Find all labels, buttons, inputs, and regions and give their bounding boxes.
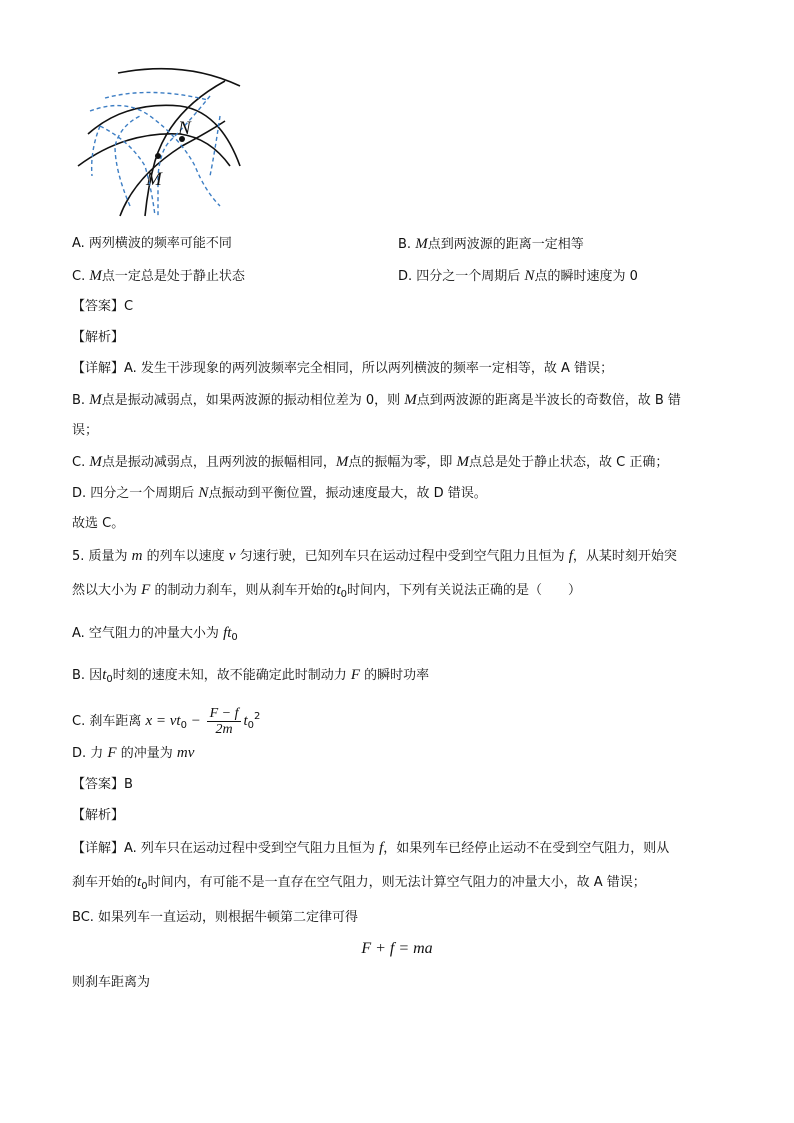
q4-conclusion: 故选 C。	[72, 516, 125, 531]
point-m: M	[335, 454, 349, 470]
solid-crest-arc	[78, 134, 230, 166]
point-m: M	[89, 268, 102, 284]
point-m: M	[89, 392, 102, 408]
q5-option-c	[72, 700, 260, 743]
point-m: M	[89, 454, 102, 470]
prefix: B.	[398, 237, 416, 252]
q4-detail-d	[72, 485, 487, 502]
dashed-trough-arc	[92, 126, 100, 176]
text: 点一定总是处于静止状态	[101, 269, 245, 284]
text: 刹车开始的	[72, 875, 138, 890]
text: 的瞬时功率	[360, 668, 430, 683]
subscript: 0	[340, 589, 347, 600]
text: 时刻的速度未知，故不能确定此时制动力	[112, 668, 351, 683]
text: C. 刹车距离	[72, 714, 146, 729]
q5-detail-a-line2	[72, 874, 646, 895]
text: 的冲量为	[116, 746, 177, 761]
q4-option-c	[72, 268, 245, 285]
q4-detail-b-line2: 误；	[72, 423, 99, 438]
var-m: m	[131, 548, 143, 564]
var-t: t	[102, 667, 107, 683]
q5-braking-distance: 则刹车距离为	[72, 975, 151, 990]
point-m: M	[456, 454, 469, 470]
text: 时间内，有可能不是一直存在空气阻力，则无法计算空气阻力的冲量大小，故 A 错误；	[147, 875, 646, 890]
q5-option-b	[72, 667, 429, 688]
text: 点的振幅为零，即	[348, 455, 457, 470]
point-m-dot	[155, 153, 161, 159]
dashed-trough-arc	[90, 106, 220, 206]
var-t: t	[137, 874, 142, 890]
subscript: 0	[247, 720, 255, 731]
subscript: 0	[231, 632, 238, 643]
solid-crest-arc	[88, 105, 240, 166]
point-n-label: N	[178, 118, 191, 139]
interference-figure	[70, 66, 245, 221]
q5-analysis-heading: 【解析】	[72, 808, 125, 823]
text: D. 四分之一个周期后	[72, 486, 199, 501]
q4-detail-c	[72, 454, 668, 471]
text: A. 空气阻力的冲量大小为	[72, 626, 224, 641]
q4-detail-a: 【详解】A. 发生干涉现象的两列波频率完全相同，所以两列横波的频率一定相等，故 A 错误；	[72, 361, 614, 376]
newton-equation: F + f = ma	[361, 940, 433, 957]
text: B.	[72, 393, 90, 408]
text: 点是振动减弱点，如果两波源的振动相位差为 0，则	[101, 393, 405, 408]
text: C.	[72, 455, 90, 470]
q5-stem-line2	[72, 582, 581, 603]
q5-detail-a-line1	[72, 840, 669, 857]
var-ft: ft	[223, 625, 232, 641]
fraction-denominator: 2m	[215, 722, 233, 737]
q5-detail-bc: BC. 如果列车一直运动，则根据牛顿第二定律可得	[72, 910, 359, 925]
q4-answer: 【答案】C	[72, 299, 134, 314]
text: 的列车以速度	[142, 549, 229, 564]
text: ，如果列车已经停止运动不在受到空气阻力，则从	[383, 841, 670, 856]
text: 5. 质量为	[72, 549, 132, 564]
text: B. 因	[72, 668, 103, 683]
q5-answer: 【答案】B	[72, 777, 133, 792]
var-mv: mv	[176, 745, 195, 761]
var-F: F	[141, 582, 151, 598]
fraction	[207, 706, 242, 737]
text: 点是振动减弱点，且两列波的振幅相同，	[101, 455, 336, 470]
var-v: v	[228, 548, 236, 564]
text: 时间内，下列有关说法正确的是（ ）	[347, 583, 582, 598]
q4-analysis-heading: 【解析】	[72, 330, 125, 345]
text: D. 四分之一个周期后	[398, 269, 525, 284]
point-m-label: M	[146, 169, 162, 190]
subscript: 0	[180, 720, 187, 731]
formula-lhs: x = vt	[145, 713, 181, 729]
text: 点总是处于静止状态，故 C 正确；	[469, 455, 669, 470]
text: 的制动力刹车，则从刹车开始的	[150, 583, 337, 598]
q5-stem-line1	[72, 548, 677, 565]
text: 点振动到平衡位置，振动速度最大，故 D 错误。	[208, 486, 487, 501]
var-t: t	[243, 713, 248, 729]
var-t: t	[336, 582, 341, 598]
point-n: N	[524, 268, 535, 284]
minus: −	[186, 713, 205, 729]
text: 【详解】A. 列车只在运动过程中受到空气阻力且恒为	[72, 841, 380, 856]
q5-option-a	[72, 625, 238, 646]
text: D. 力	[72, 746, 108, 761]
q4-detail-b-line1	[72, 392, 681, 409]
var-F: F	[350, 667, 361, 683]
fraction-numerator: F − f	[207, 706, 242, 722]
text: 点到两波源的距离是半波长的奇数倍，故 B 错	[416, 393, 681, 408]
point-m: M	[415, 236, 428, 252]
var-f: f	[568, 548, 573, 564]
text: 点的瞬时速度为 0	[534, 269, 638, 284]
point-m: M	[404, 392, 417, 408]
dashed-trough-arc	[105, 92, 208, 100]
text: 点到两波源的距离一定相等	[427, 237, 584, 252]
q4-option-d	[398, 268, 638, 285]
q5-option-d	[72, 745, 194, 762]
q4-option-a: A. 两列横波的频率可能不同	[72, 236, 232, 251]
text: ，从某时刻开始突	[572, 549, 677, 564]
prefix: C.	[72, 269, 90, 284]
point-n: N	[198, 485, 209, 501]
subscript: 0	[106, 674, 113, 685]
superscript: 2	[254, 711, 261, 722]
subscript: 0	[141, 881, 148, 892]
text: 匀速行驶，已知列车只在运动过程中受到空气阻力且恒为	[235, 549, 569, 564]
var-f: f	[379, 840, 384, 856]
var-F: F	[107, 745, 117, 761]
q4-option-b	[398, 236, 584, 253]
dashed-trough-arc	[115, 116, 140, 206]
text: 然以大小为	[72, 583, 142, 598]
